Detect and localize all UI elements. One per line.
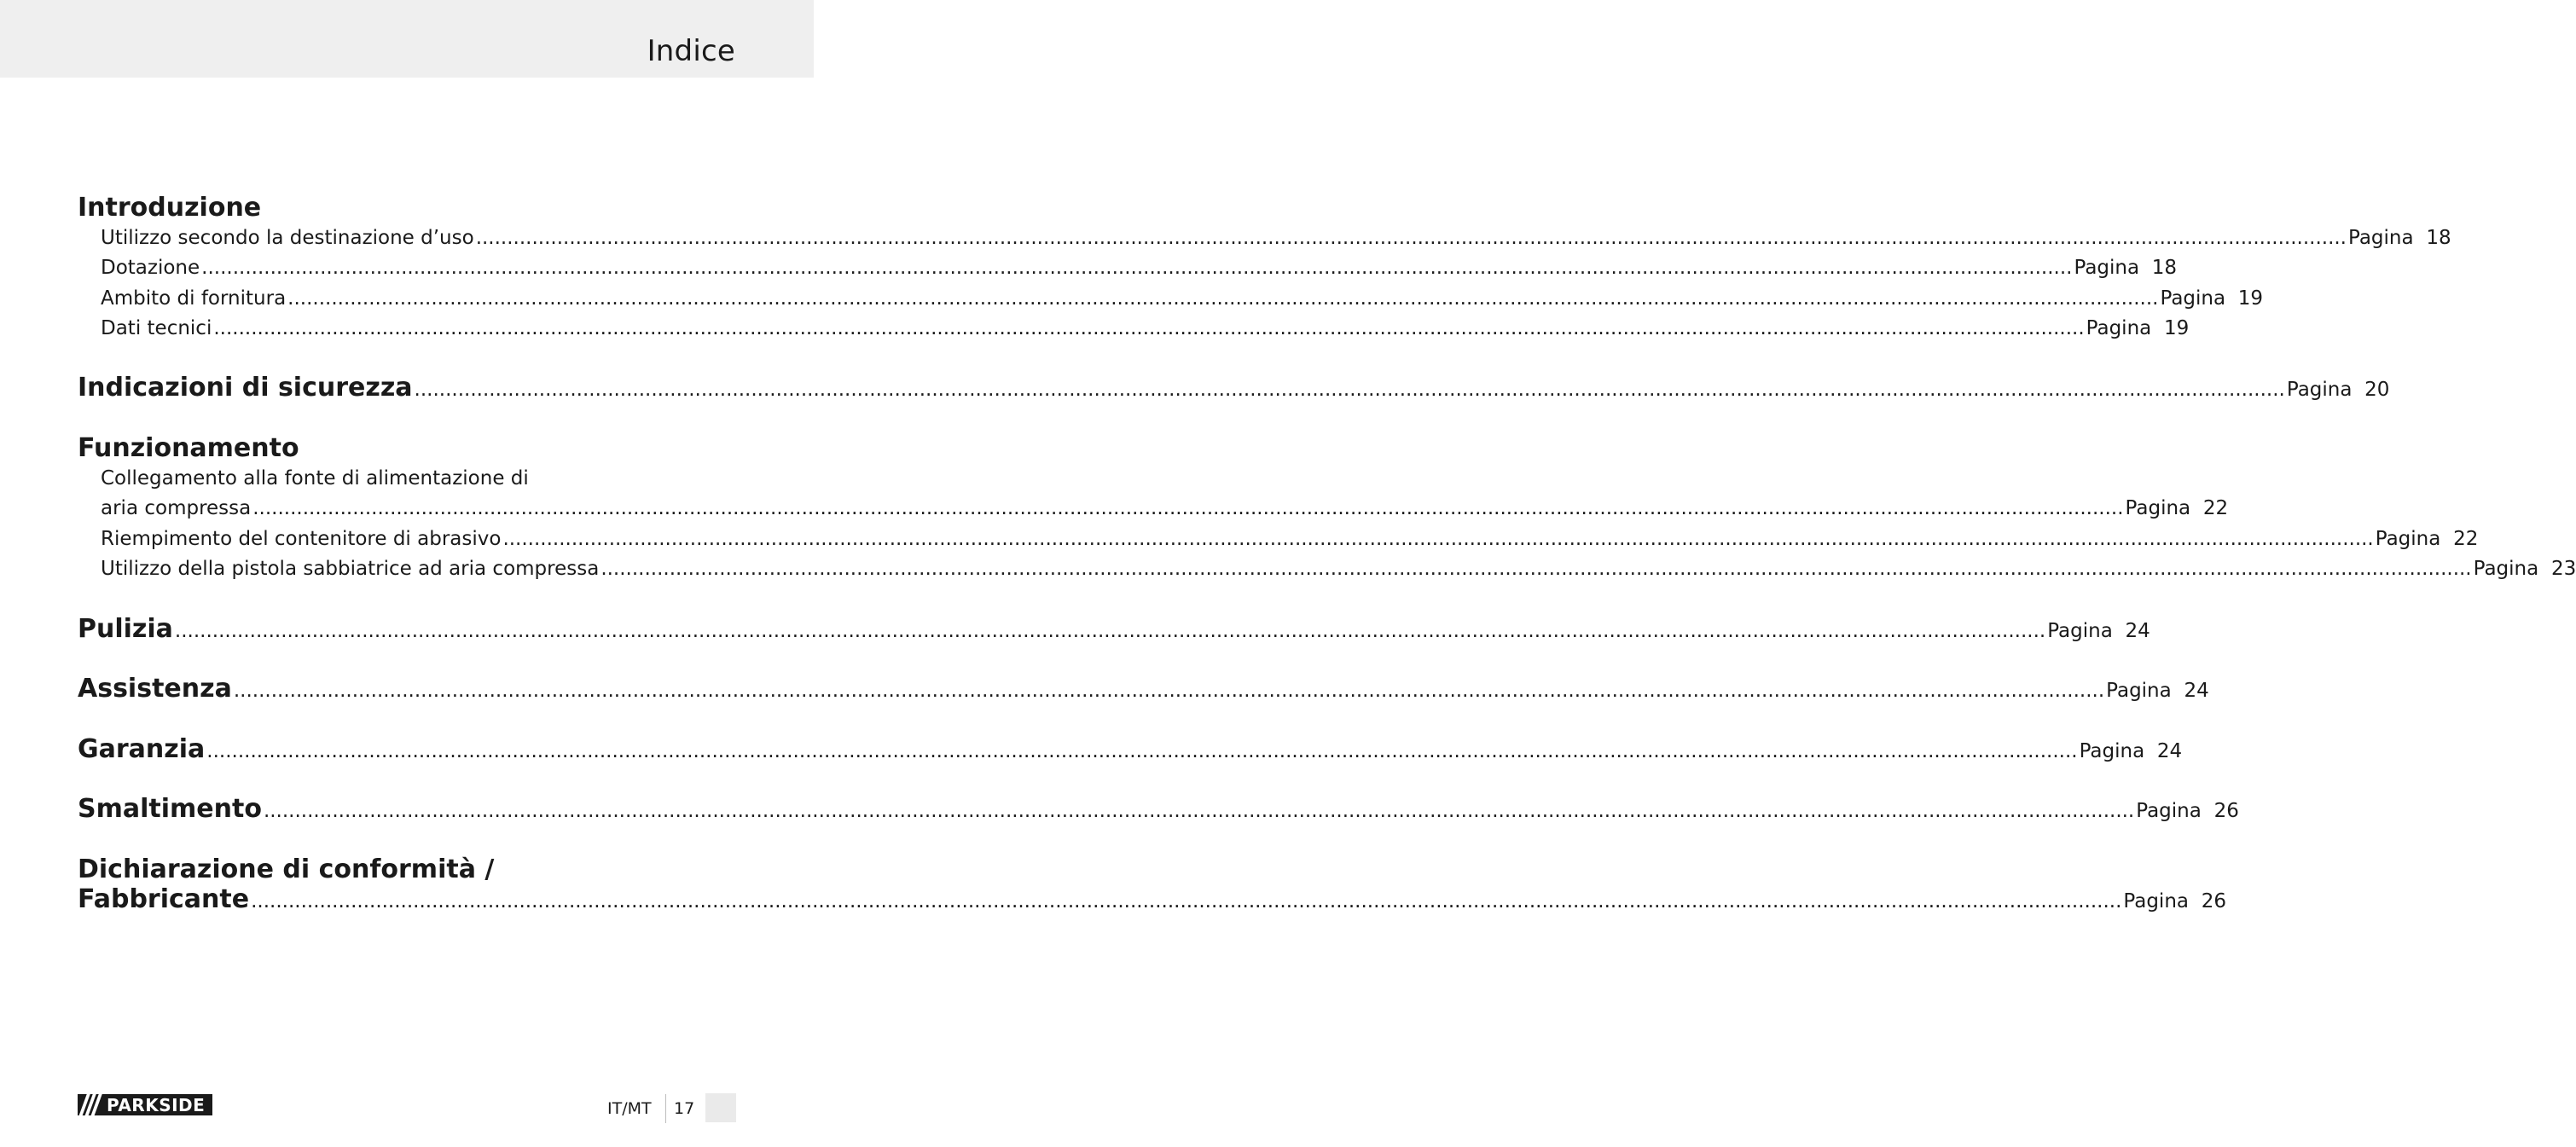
- leader-dots: ............................................................................................................................................................................................................................................................................................................: [252, 497, 2124, 519]
- page-number: 20: [2364, 379, 2390, 401]
- page-word: Pagina: [2125, 497, 2191, 519]
- leader-dots: ............................................................................................................................................................................................................................................................................................................: [233, 680, 2105, 702]
- leader-dots: ............................................................................................................................................................................................................................................................................................................: [251, 890, 2122, 912]
- logo-stripes-icon: [78, 1094, 103, 1115]
- toc-entry[interactable]: [101, 317, 2190, 339]
- toc-entry-label: Dati tecnici: [101, 317, 212, 339]
- toc-entry-label: Ambito di fornitura: [101, 287, 287, 310]
- page-word: Pagina: [2123, 890, 2189, 912]
- toc-entry[interactable]: [101, 227, 2451, 249]
- toc-entry[interactable]: [101, 558, 2576, 580]
- leader-dots: ............................................................................................................................................................................................................................................................................................................: [206, 740, 2078, 762]
- page-number: 26: [2213, 800, 2239, 822]
- toc-entry[interactable]: [101, 497, 2229, 519]
- toc-entry-label: Riempimento del contenitore di abrasivo: [101, 528, 502, 550]
- page-number: 26: [2201, 890, 2226, 912]
- page-number: 19: [2163, 317, 2190, 339]
- toc-heading-label: Indicazioni di sicurezza: [78, 373, 413, 403]
- page-word: Pagina: [2086, 317, 2152, 339]
- page-number: 24: [2125, 620, 2150, 642]
- footer-divider: [665, 1094, 666, 1123]
- toc-heading-label: Fabbricante: [78, 884, 250, 914]
- page-word: Pagina: [2286, 379, 2353, 401]
- toc-heading-dichiarazione[interactable]: [78, 884, 2226, 914]
- leader-dots: ............................................................................................................................................................................................................................................................................................................: [475, 227, 2347, 249]
- page-title: Indice: [647, 34, 735, 68]
- leader-dots: ............................................................................................................................................................................................................................................................................................................: [502, 528, 2374, 550]
- toc-entry-label: Utilizzo secondo la destinazione d’uso: [101, 227, 474, 249]
- leader-dots: ............................................................................................................................................................................................................................................................................................................: [201, 257, 2073, 279]
- page-number: 18: [2426, 227, 2451, 249]
- toc-entry-label: Dotazione: [101, 257, 200, 279]
- page-word: Pagina: [2074, 257, 2140, 279]
- toc-heading-label: Assistenza: [78, 674, 232, 704]
- toc-entry-label-line1: Collegamento alla fonte di alimentazione di: [101, 467, 529, 490]
- toc-heading-dichiarazione-line1: Dichiarazione di conformità /: [78, 854, 495, 884]
- page-number: 24: [2184, 680, 2209, 702]
- toc-heading-sicurezza[interactable]: [78, 373, 2390, 403]
- leader-dots: ............................................................................................................................................................................................................................................................................................................: [287, 287, 2159, 310]
- parkside-logo: [78, 1094, 212, 1115]
- page-number: 22: [2202, 497, 2229, 519]
- toc-heading-label: Garanzia: [78, 734, 206, 764]
- toc-entry[interactable]: [101, 257, 2178, 279]
- toc-heading-pulizia[interactable]: [78, 614, 2150, 644]
- leader-dots: ............................................................................................................................................................................................................................................................................................................: [414, 379, 2285, 401]
- page-word: Pagina: [2160, 287, 2226, 310]
- toc-heading-label: Pulizia: [78, 614, 173, 644]
- leader-dots: ............................................................................................................................................................................................................................................................................................................: [263, 800, 2135, 822]
- page-number: 24: [2156, 740, 2183, 762]
- toc-heading-funzionamento: Funzionamento: [78, 433, 299, 463]
- page-number: 23: [2550, 558, 2576, 580]
- page-number-footer: 17: [674, 1099, 695, 1118]
- toc-entry[interactable]: [101, 528, 2479, 550]
- page-number: 19: [2237, 287, 2264, 310]
- language-code: IT/MT: [607, 1099, 652, 1118]
- toc-heading-label: Smaltimento: [78, 794, 262, 824]
- toc-heading-garanzia[interactable]: [78, 734, 2183, 764]
- toc-entry-label: Utilizzo della pistola sabbiatrice ad aria compressa: [101, 558, 600, 580]
- leader-dots: ............................................................................................................................................................................................................................................................................................................: [174, 620, 2046, 642]
- footer-tab-box: [705, 1093, 736, 1122]
- page-word: Pagina: [2079, 740, 2145, 762]
- page-number: 18: [2151, 257, 2178, 279]
- page-word: Pagina: [2375, 528, 2441, 550]
- brand-name: PARKSIDE: [107, 1094, 206, 1115]
- toc-entry-label: aria compressa: [101, 497, 252, 519]
- page-word: Pagina: [2106, 680, 2172, 702]
- toc-heading-assistenza[interactable]: [78, 674, 2209, 704]
- page-word: Pagina: [2348, 227, 2414, 249]
- leader-dots: ............................................................................................................................................................................................................................................................................................................: [600, 558, 2472, 580]
- page-word: Pagina: [2047, 620, 2113, 642]
- page-number: 22: [2453, 528, 2479, 550]
- leader-dots: ............................................................................................................................................................................................................................................................................................................: [213, 317, 2085, 339]
- toc-entry[interactable]: [101, 287, 2264, 310]
- page-word: Pagina: [2473, 558, 2539, 580]
- toc-heading-introduzione: Introduzione: [78, 193, 262, 223]
- page-word: Pagina: [2136, 800, 2202, 822]
- toc-heading-smaltimento[interactable]: [78, 794, 2239, 824]
